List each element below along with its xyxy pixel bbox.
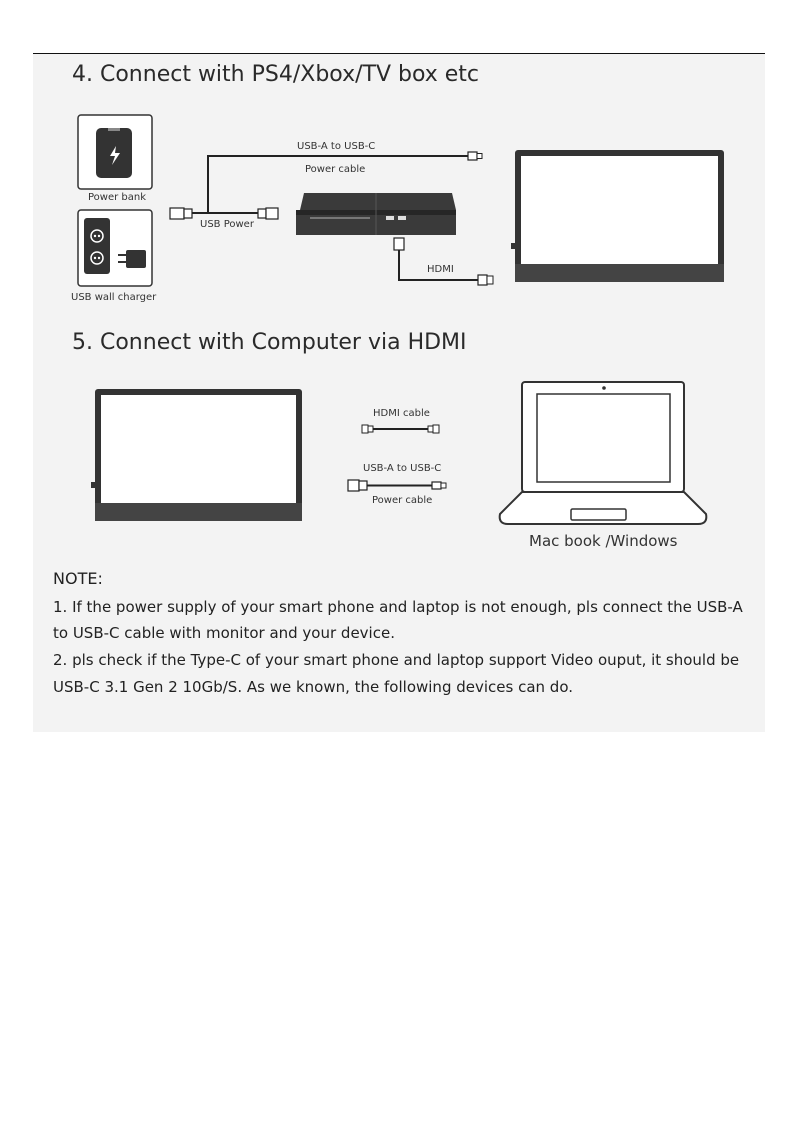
- power-cable-label: Power cable: [372, 495, 433, 506]
- usb-wall-charger-icon: [78, 210, 152, 286]
- mac-windows-label: Mac book /Windows: [529, 532, 678, 550]
- portable-monitor-icon: [91, 389, 302, 521]
- note-line-1: 1. If the power supply of your smart phone and laptop is not enough, pls connect the USB-A: [53, 598, 743, 616]
- power-bank-label: Power bank: [88, 192, 147, 203]
- power-bank-icon: [78, 115, 152, 189]
- note-title: NOTE:: [53, 569, 103, 588]
- section-5-title: 5. Connect with Computer via HDMI: [72, 330, 467, 355]
- hdmi-cable-icon: [362, 425, 439, 433]
- usb-a-to-usb-c-label: USB-A to USB-C: [363, 463, 442, 474]
- usb-a-to-usb-c-cable-icon: [348, 480, 446, 491]
- hdmi-cable: [394, 238, 493, 285]
- note-line-2: to USB-C cable with monitor and your device.: [53, 624, 395, 642]
- usb-a-to-usb-c-label: USB-A to USB-C: [297, 141, 376, 152]
- hdmi-label: HDMI: [427, 264, 454, 275]
- note-line-3: 2. pls check if the Type-C of your smart phone and laptop support Video ouput, it should be: [53, 651, 740, 669]
- power-cable-label: Power cable: [305, 164, 366, 175]
- usb-power-label: USB Power: [200, 219, 254, 230]
- usb-wall-charger-label: USB wall charger: [71, 292, 157, 303]
- laptop-icon: [500, 382, 707, 524]
- section-4-title: 4. Connect with PS4/Xbox/TV box etc: [72, 62, 479, 87]
- portable-monitor-icon: [511, 150, 724, 282]
- ps4-console-icon: [296, 193, 456, 235]
- hdmi-cable-label: HDMI cable: [373, 408, 430, 419]
- note-line-4: USB-C 3.1 Gen 2 10Gb/S. As we known, the following devices can do.: [53, 678, 573, 696]
